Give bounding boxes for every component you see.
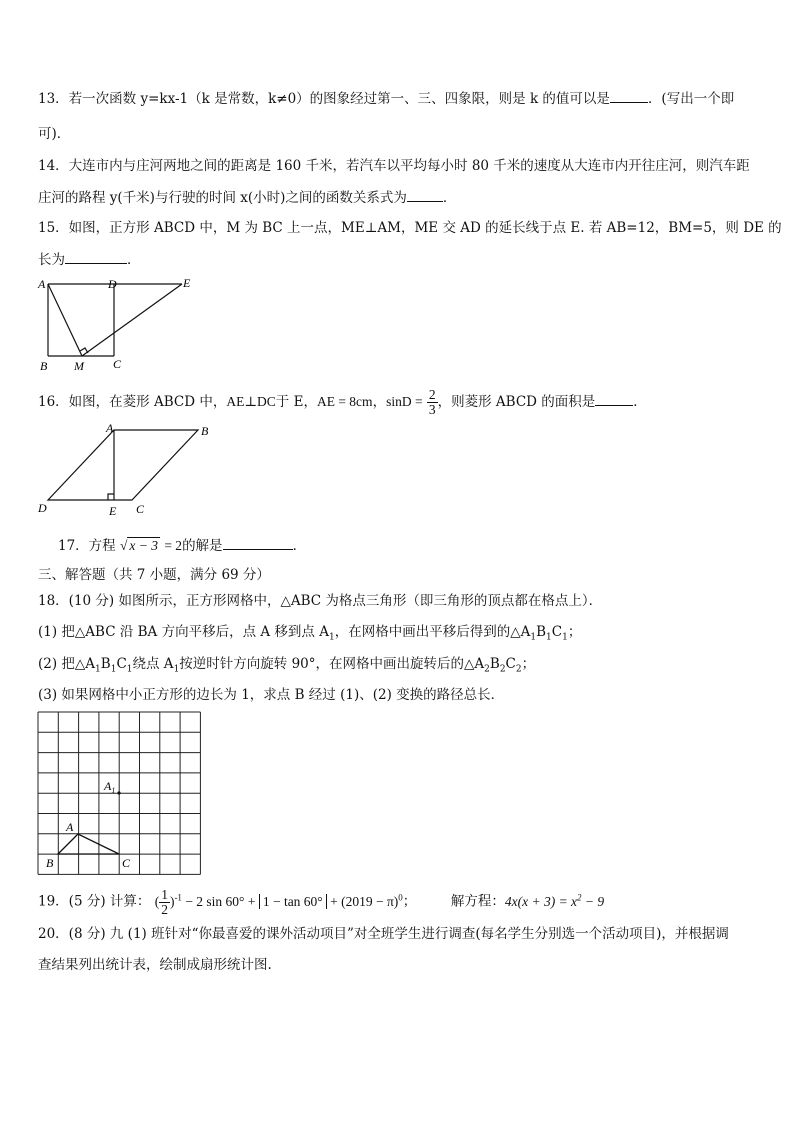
q13-answer-blank[interactable] bbox=[610, 88, 648, 103]
q14-answer-blank[interactable] bbox=[407, 187, 443, 202]
right-angle-mark bbox=[108, 494, 114, 500]
label-e: E bbox=[109, 504, 117, 518]
rhombus-abcd bbox=[48, 430, 198, 500]
q16-condition-ae: AE = 8cm bbox=[316, 394, 373, 409]
q18-part2: (2) 把$\triangle A_1B_1C_1$绕点 $A_1$按逆时针方向旋转 90°，在网格中画出旋转后的$\triangle A_2B_2C_2$； bbox=[38, 656, 536, 675]
label-d: D bbox=[108, 277, 117, 291]
q16-line: 16．如图，在菱形 ABCD 中，AE⊥DC于 E，AE = 8cm，sinD = $\frac{2}{3}$ ，则菱形 ABCD 的面积是 ． bbox=[38, 387, 647, 417]
q15-answer-blank[interactable] bbox=[65, 249, 127, 264]
q20-line1: 20．(8 分) 九 (1) 班针对“你最喜爱的课外活动项目”对全班学生进行调查(每名学生分别选一个活动项目)，并根据调 bbox=[38, 926, 729, 942]
q19-line: 19．(5 分) 计算： ( $\frac{1}{2}$ )$^{-1}$ − 2 $\sin 60^\circ + 1 - \tan 60^\circ + (2019 - \pi)^0$； 解方程：$4x(x + 3) = x^2 - 9$ bbox=[38, 886, 605, 917]
label-a1: $A_1$ bbox=[104, 779, 116, 795]
q19-equation: $4x(x + 3) = x^2 - 9$ bbox=[504, 892, 605, 909]
segment-am bbox=[48, 284, 82, 356]
label-c: C bbox=[136, 502, 145, 516]
q19-expression: ( $\frac{1}{2}$ )$^{-1}$ − 2 $\sin 60^\circ + 1 - \tan 60^\circ + (2019 - \pi)^0$ bbox=[154, 886, 403, 917]
q18-grid-figure bbox=[36, 710, 206, 876]
q14-line1: 14．大连市内与庄河两地之间的距离是 160 千米，若汽车以平均每小时 80 千米的速度从大连市内开往庄河，则汽车距 bbox=[38, 158, 750, 174]
q17-radical: √ x − 3 bbox=[119, 538, 159, 553]
q16-condition-perp: AE⊥DC bbox=[226, 394, 276, 409]
label-a: A bbox=[38, 277, 46, 291]
label-a: A bbox=[66, 820, 74, 834]
q18-part3: (3) 如果网格中小正方形的边长为 1，求点 B 经过 (1)、(2) 变换的路径总长． bbox=[38, 687, 505, 703]
q16-fraction: $\frac{2}{3}$ bbox=[428, 387, 436, 417]
q13-line1: 13．若一次函数 y=kx-1（k 是常数，k≠0）的图象经过第一、三、四象限，则是 k 的值可以是 ．(写出一个即 bbox=[38, 88, 760, 109]
label-b: B bbox=[40, 359, 48, 373]
q13-line2: 可)． bbox=[38, 126, 71, 142]
q16-rhombus-figure bbox=[34, 418, 234, 518]
label-a: A bbox=[106, 421, 114, 435]
label-m: M bbox=[74, 359, 84, 373]
q15-line2: 长为 ． bbox=[38, 249, 760, 270]
q15-line1: 15．如图，正方形 ABCD 中，M 为 BC 上一点，ME⊥AM，ME 交 AD 的延长线于点 E. 若 AB=12，BM=5，则 DE 的 bbox=[38, 220, 782, 236]
label-b: B bbox=[46, 856, 54, 870]
q17-line: 17．方程 √ x − 3 = 2的解是 ． bbox=[58, 535, 760, 556]
q14-line2: 庄河的路程 y(千米)与行驶的时间 x(小时)之间的函数关系式为 ． bbox=[38, 187, 760, 208]
q16-answer-blank[interactable] bbox=[595, 391, 633, 406]
q18-part1: (1) 把△ABC 沿 BA 方向平移后，点 A 移到点 $A_1$，在网格中画出平移后得到的$\triangle A_1B_1C_1$； bbox=[38, 624, 582, 643]
point-a1 bbox=[117, 791, 120, 794]
q15-square-figure bbox=[34, 274, 204, 374]
q17-answer-blank[interactable] bbox=[223, 535, 293, 550]
label-c: C bbox=[113, 357, 122, 371]
triangle-abc bbox=[58, 834, 119, 854]
label-c: C bbox=[122, 856, 131, 870]
section3-title: 三、解答题（共 7 小题，满分 69 分） bbox=[38, 567, 270, 583]
label-d: D bbox=[38, 501, 47, 515]
q18-line1: 18．(10 分) 如图所示，正方形网格中，△ABC 为格点三角形（即三角形的顶点都在格点上）． bbox=[38, 593, 603, 609]
q20-line2: 查结果列出统计表，绘制成扇形统计图. bbox=[38, 957, 272, 973]
label-e: E bbox=[183, 276, 191, 290]
label-b: B bbox=[201, 424, 209, 438]
segment-me bbox=[82, 284, 182, 356]
